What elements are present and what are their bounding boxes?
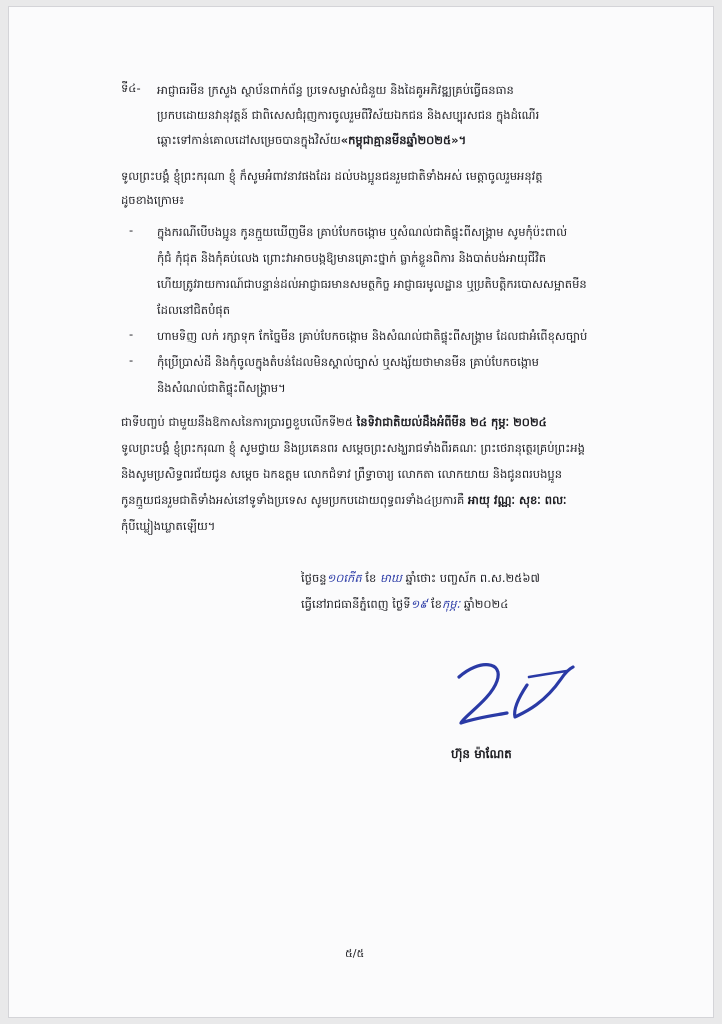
place-date-line: [301, 595, 508, 613]
bullet1-line2: កុំជំ កុំជុត និងកុំគប់លេង ព្រោះវាអាចបង្កឱ្យមានគ្រោះថ្នាក់ ធ្លាក់ខ្លួនពិការ និងបាត់បង់អាយុជីវិត: [157, 251, 547, 265]
lunar-day-handwritten: ១០កើត: [326, 571, 362, 585]
lunar-date-line: [301, 569, 540, 587]
closing-line4: [121, 491, 567, 509]
closing-line3: និងសូមប្រសិទ្ធពរជ័យជូន សម្តេច ឯកឧត្តម លោកជំទាវ ព្រឹទ្ធាចារ្យ លោកតា លោកយាយ និងជូនពរបងប្អូន: [121, 467, 563, 481]
solar-month-handwritten: កុម្ភៈ: [441, 597, 461, 611]
solar-month-prefix: ខែ: [431, 597, 442, 611]
signatory-name: ហ៊ុន ម៉ាណែត: [451, 747, 512, 761]
bullet-marker: -: [129, 327, 134, 341]
item4-line1: អាជ្ញាធរមីន ក្រសួង ស្ថាប័នពាក់ព័ន្ធ ប្រទេសម្ចាស់ជំនួយ និងដៃគូអភិវឌ្ឍគ្រប់ធ្វើធនធាន: [157, 83, 514, 97]
bullet-marker: -: [129, 223, 134, 237]
day-handwritten: ១៩: [410, 597, 428, 611]
item-number: ទី៤-: [121, 81, 141, 95]
item4-line3-bold: «កម្ពុជាគ្មានមីនឆ្នាំ២០២៥»។: [340, 133, 467, 147]
closing-line4-plain: កូនក្មួយជនរួមជាតិទាំងអស់នៅទូទាំងប្រទេស សូមប្រកបដោយពុទ្ធពរទាំង៤ប្រការគឺ: [121, 493, 468, 507]
closing-line4-bold: អាយុ វណ្ណៈ សុខៈ ពលៈ: [467, 493, 567, 507]
page-number: ៥/៥: [345, 947, 365, 960]
closing-line1-plain: ជាទីបញ្ចប់ ជាមួយនឹងឱកាសនៃការប្រារព្ធខួបលើកទី២៥: [121, 415, 357, 429]
item4-line2: ប្រកបដោយនវានុវត្តន៍ ជាពិសេសជំរុញការចូលរួមពីវិស័យឯកជន និងសប្បុរសជន ក្នុងដំណើរ: [157, 108, 540, 122]
item4-line3-plain: ឆ្ពោះទៅកាន់គោលដៅសម្រេចបានក្នុងវិស័យ: [157, 133, 341, 147]
place-prefix: ធ្វើនៅរាជធានីភ្នំពេញ ថ្ងៃទី: [301, 597, 411, 611]
lunar-year: ឆ្នាំថោះ បញ្ចស័ក ព.ស.២៥៦៧: [405, 571, 540, 585]
bullet3-line1: កុំប្រើប្រាស់ដី និងកុំចូលក្នុងតំបន់ដែលមិនស្គាល់ច្បាស់ ឬសង្ស័យថាមានមីន គ្រាប់បែកចង្កោម: [157, 355, 539, 369]
lunar-day-prefix: ថ្ងៃចន្ទ: [301, 571, 327, 585]
handwritten-signature: [449, 655, 579, 735]
bullet3-line2: និងសំណល់ជាតិផ្ទុះពីសង្គ្រាម។: [157, 381, 286, 395]
document-page: [8, 6, 714, 1018]
closing-line2: ទូលព្រះបង្គំ ខ្ញុំព្រះករុណា ខ្ញុំ សូមថ្វាយ និងប្រគេនពរ សម្តេចព្រះសង្ឃរាជទាំងពីរគណៈ ព្រះថេរានុត្ថេរគ្រប់ព្រះអង្គ: [121, 441, 585, 455]
bullet1-line1: ក្នុងករណីបើបងប្អូន កូនក្មួយឃើញមីន គ្រាប់បែកចង្កោម ឬសំណល់ជាតិផ្ទុះពីសង្គ្រាម សូមកុំប៉ះពាល់: [157, 225, 568, 239]
appeal-line1: ទូលព្រះបង្គំ ខ្ញុំព្រះករុណា ខ្ញុំ ក៏សូមអំពាវនាវផងដែរ ដល់បងប្អូនជនរួមជាតិទាំងអស់ មេត្តាចូលរួមអនុវត្ត: [121, 169, 543, 183]
closing-line1-bold: នៃទិវាជាតិយល់ដឹងអំពីមីន ២៤ កុម្ភៈ ២០២៤: [356, 415, 547, 429]
lunar-month-prefix: ខែ: [365, 571, 377, 585]
bullet1-line3: ហើយត្រូវរាយការណ៍ជាបន្ទាន់ដល់អាជ្ញាធរមានសមត្ថកិច្ច អាជ្ញាធរមូលដ្ឋាន ឬប្រតិបត្តិករបោសសម្អាតមីន: [157, 277, 587, 291]
closing-line5: កុំបីឃ្លៀងឃ្លាតឡើយ។: [121, 519, 216, 533]
appeal-line2: ដូចខាងក្រោម៖: [121, 193, 185, 207]
bullet-marker: -: [129, 353, 134, 367]
lunar-month-handwritten: មាឃ: [379, 571, 402, 585]
solar-year: ឆ្នាំ២០២៤: [463, 597, 509, 611]
bullet1-line4: ដែលនៅជិតបំផុត: [157, 303, 230, 317]
item4-line3: [157, 131, 466, 149]
bullet2-line1: ហាមទិញ លក់ រក្សាទុក កែច្នៃមីន គ្រាប់បែកចង្កោម និងសំណល់ជាតិផ្ទុះពីសង្គ្រាម ដែលជាអំពើខុសច្បាប់: [157, 329, 588, 343]
closing-line1: [121, 413, 547, 431]
